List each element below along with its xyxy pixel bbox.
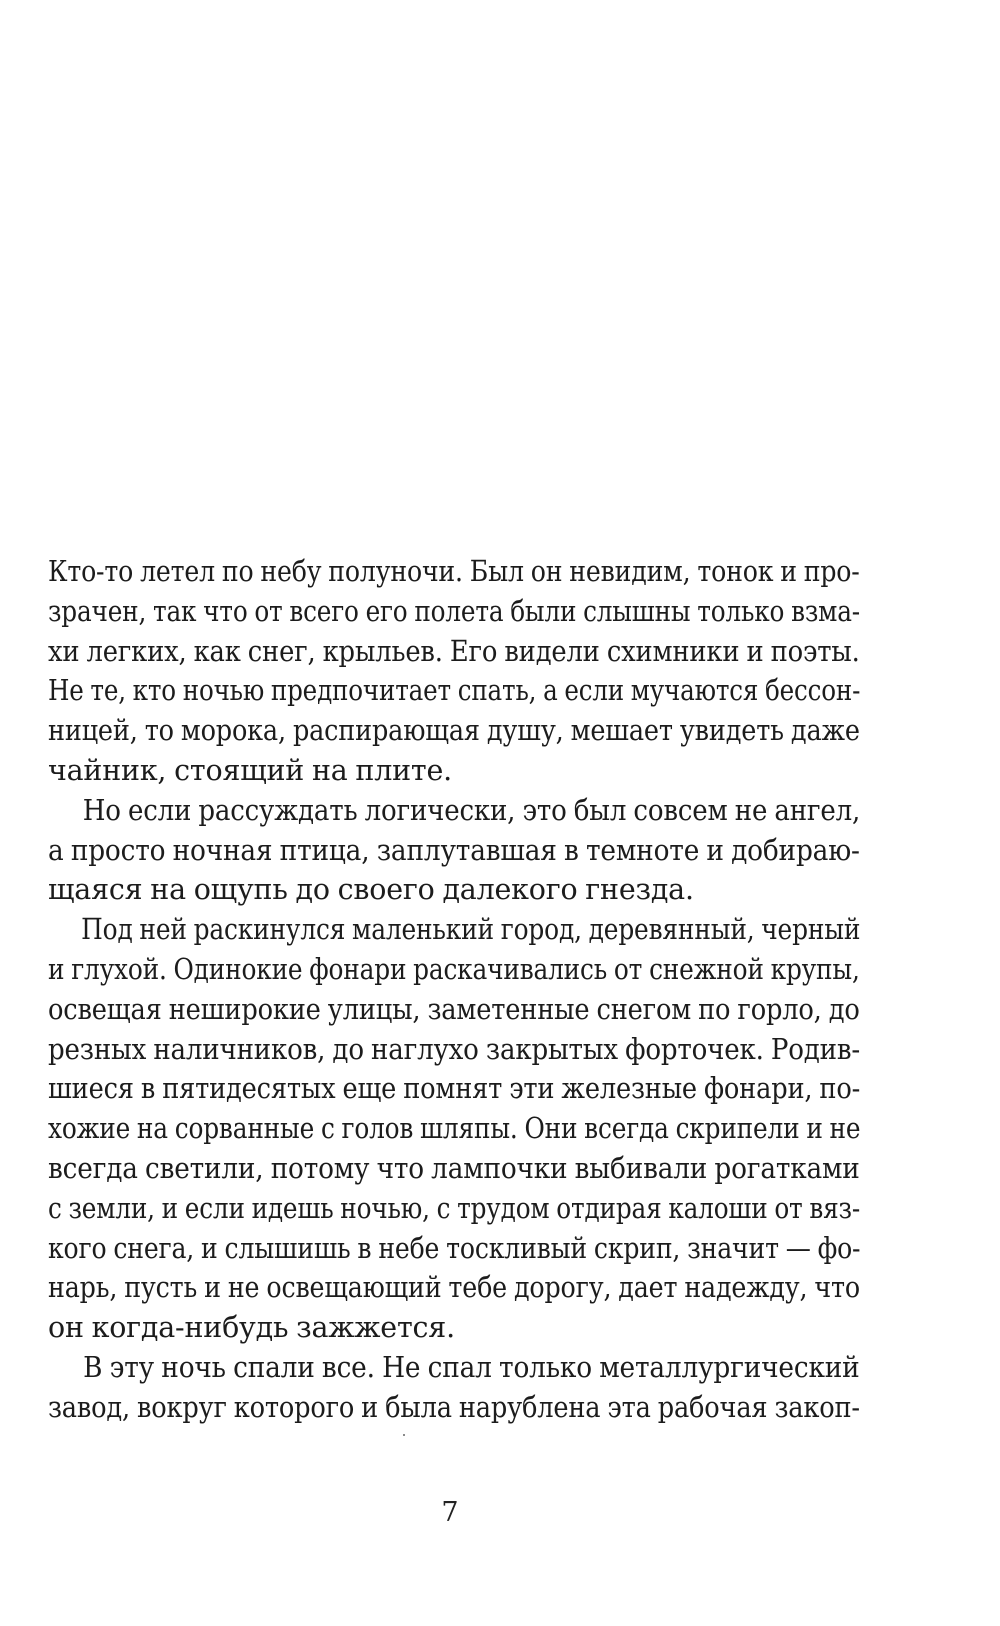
text-line: хожие на сорванные с голов шляпы. Они всегда скрипели и не — [48, 1112, 861, 1146]
text-line: шиеся в пятидесятых еще помнят эти железные фонари, по- — [48, 1072, 861, 1106]
text-line: завод, вокруг которого и была нарублена эта рабочая закоп- — [48, 1390, 860, 1424]
ink-speck — [403, 1434, 405, 1436]
text-line: Но если рассуждать логически, это был совсем не ангел, — [82, 793, 861, 827]
page-number: 7 — [441, 1497, 459, 1528]
text-line: кого снега, и слышишь в небе тоскливый скрип, значит — фо- — [48, 1231, 861, 1265]
body-text — [48, 552, 860, 1428]
text-line: хи легких, как снег, крыльев. Его видели схимники и поэты. — [48, 634, 860, 668]
text-line: ницей, то морока, распирающая душу, мешает увидеть даже — [48, 714, 860, 748]
text-line: резных наличников, до наглухо закрытых форточек. Родив- — [48, 1032, 861, 1066]
text-line: освещая неширокие улицы, заметенные снегом по горло, до — [48, 992, 860, 1026]
text-line: В эту ночь спали все. Не спал только металлургический — [83, 1350, 860, 1384]
text-line: всегда светили, потому что лампочки выбивали рогатками — [48, 1151, 860, 1185]
text-line: зрачен, так что от всего его полета были слышны только взма- — [48, 594, 860, 628]
text-line: нарь, пусть и не освещающий тебе дорогу, дает надежду, что — [48, 1271, 860, 1305]
text-line: Кто-то летел по небу полуночи. Был он невидим, тонок и про- — [48, 555, 860, 588]
text-line: чайник, стоящий на плите. — [48, 753, 452, 787]
text-line: Под ней раскинулся маленький город, деревянный, черный — [81, 913, 861, 947]
text-line: щаяся на ощупь до своего далекого гнезда. — [48, 873, 694, 907]
text-line: а просто ночная птица, заплутавшая в темноте и добираю- — [48, 833, 860, 867]
text-line: он когда-нибудь зажжется. — [48, 1311, 455, 1345]
text-line: и глухой. Одинокие фонари раскачивались от снежной крупы, — [48, 952, 860, 986]
text-line: Не те, кто ночью предпочитает спать, а если мучаются бессон- — [48, 674, 861, 708]
text-line: с земли, и если идешь ночью, с трудом отдирая калоши от вяз- — [48, 1191, 861, 1225]
